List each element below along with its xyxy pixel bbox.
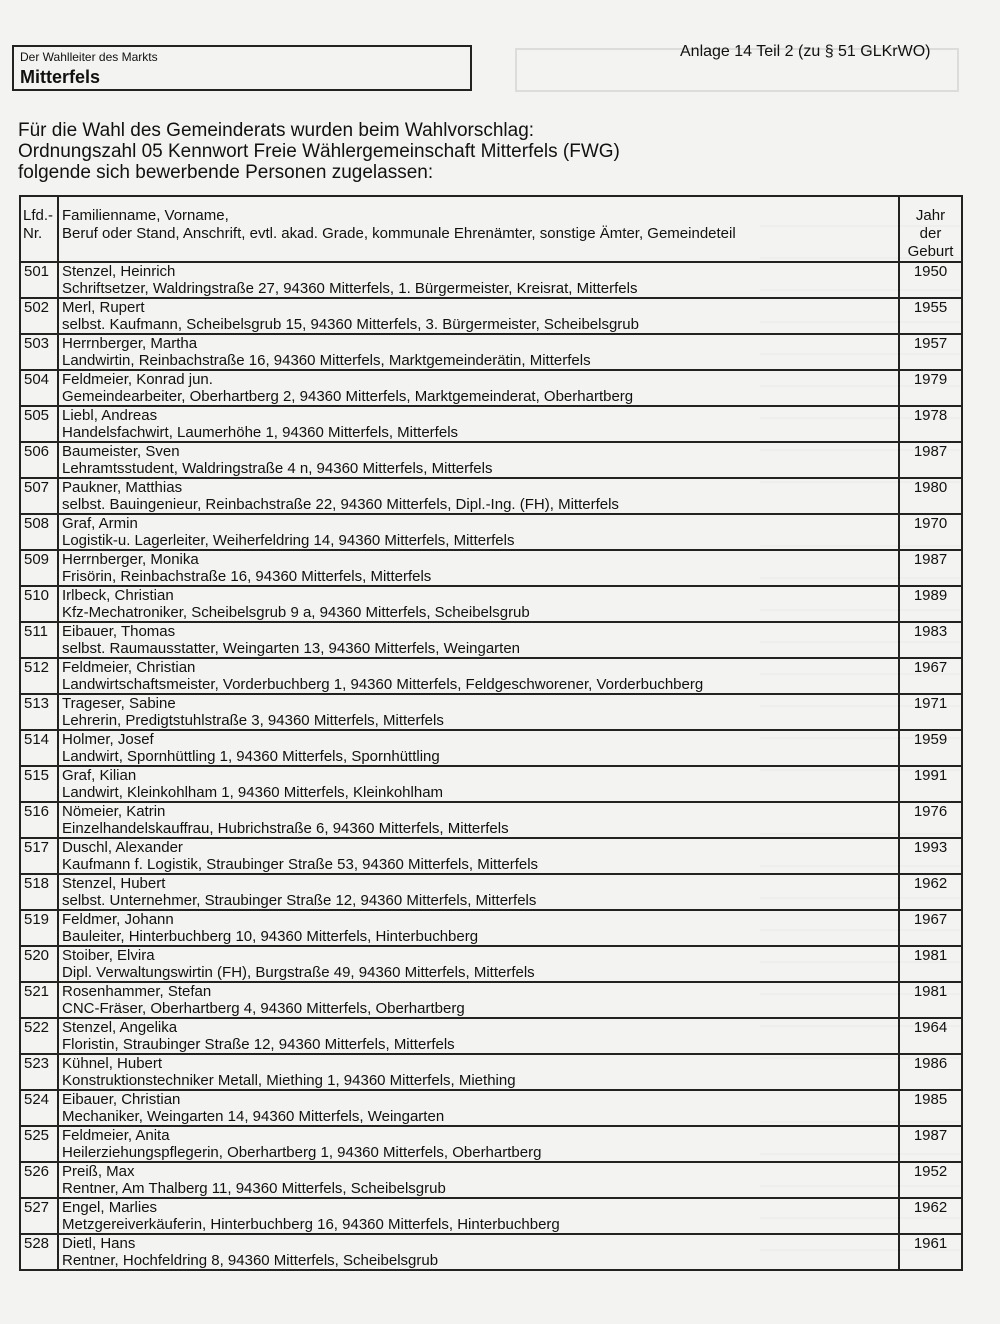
table-row [20, 910, 962, 946]
candidate-birth-year: 1983 [899, 622, 962, 658]
candidate-name: Irlbeck, Christian [62, 588, 174, 604]
candidate-number: 523 [20, 1054, 58, 1090]
candidate-birth-year: 1981 [899, 946, 962, 982]
candidate-info [58, 694, 899, 730]
candidate-birth-year: 1989 [899, 586, 962, 622]
candidate-number: 504 [20, 370, 58, 406]
candidate-number: 524 [20, 1090, 58, 1126]
column-header-name [58, 196, 899, 262]
candidate-info [58, 514, 899, 550]
candidate-name: Feldmeier, Christian [62, 660, 196, 676]
candidate-name: Paukner, Matthias [62, 480, 183, 496]
candidate-name: Nömeier, Katrin [62, 804, 166, 820]
candidate-info [58, 766, 899, 802]
candidate-name: Eibauer, Thomas [62, 624, 176, 640]
candidate-info [58, 910, 899, 946]
candidate-details: Konstruktionstechniker Metall, Miething 1, 94360 Mitterfels, Miething [62, 1072, 516, 1089]
table-row [20, 586, 962, 622]
table-row [20, 766, 962, 802]
table-row [20, 1054, 962, 1090]
candidate-name: Trageser, Sabine [62, 696, 176, 712]
table-row [20, 1198, 962, 1234]
candidate-details: Frisörin, Reinbachstraße 16, 94360 Mitterfels, Mitterfels [62, 568, 432, 585]
candidate-name: Preiß, Max [62, 1164, 135, 1180]
candidate-name: Herrnberger, Martha [62, 336, 198, 352]
candidate-details: Logistik-u. Lagerleiter, Weiherfeldring 14, 94360 Mitterfels, Mitterfels [62, 532, 515, 549]
candidate-birth-year: 1986 [899, 1054, 962, 1090]
candidate-info [58, 1162, 899, 1198]
candidate-details: Gemeindearbeiter, Oberhartberg 2, 94360 Mitterfels, Marktgemeinderat, Oberhartberg [62, 388, 634, 405]
table-row [20, 478, 962, 514]
candidate-details: Rentner, Am Thalberg 11, 94360 Mitterfels, Scheibelsgrub [62, 1180, 446, 1197]
candidate-birth-year: 1961 [899, 1234, 962, 1270]
candidate-info [58, 838, 899, 874]
table-row [20, 694, 962, 730]
candidate-birth-year: 1970 [899, 514, 962, 550]
table-row [20, 334, 962, 370]
candidate-info [58, 262, 899, 298]
candidate-name: Graf, Kilian [62, 768, 137, 784]
candidate-info [58, 946, 899, 982]
candidate-birth-year: 1987 [899, 550, 962, 586]
candidate-number: 503 [20, 334, 58, 370]
candidate-details: Metzgereiverkäuferin, Hinterbuchberg 16, 94360 Mitterfels, Hinterbuchberg [62, 1216, 560, 1233]
candidate-number: 522 [20, 1018, 58, 1054]
municipality-name: Mitterfels [20, 67, 101, 87]
candidate-details: Lehrerin, Predigtstuhlstraße 3, 94360 Mitterfels, Mitterfels [62, 712, 444, 729]
candidate-number: 513 [20, 694, 58, 730]
table-row [20, 550, 962, 586]
candidate-name: Eibauer, Christian [62, 1092, 181, 1108]
candidate-details: Schriftsetzer, Waldringstraße 27, 94360 Mitterfels, 1. Bürgermeister, Kreisrat, Mitterfels [62, 280, 638, 297]
candidate-info [58, 370, 899, 406]
candidate-details: selbst. Raumausstatter, Weingarten 13, 94360 Mitterfels, Weingarten [62, 640, 521, 657]
candidate-birth-year: 1985 [899, 1090, 962, 1126]
candidate-name: Liebl, Andreas [62, 408, 158, 424]
candidate-number: 510 [20, 586, 58, 622]
candidate-number: 509 [20, 550, 58, 586]
table-row [20, 262, 962, 298]
candidate-details: selbst. Bauingenieur, Reinbachstraße 22, 94360 Mitterfels, Dipl.-Ing. (FH), Mitterfels [62, 496, 619, 513]
candidate-number: 514 [20, 730, 58, 766]
candidate-details: Dipl. Verwaltungswirtin (FH), Burgstraße 49, 94360 Mitterfels, Mitterfels [62, 964, 535, 981]
candidate-birth-year: 1964 [899, 1018, 962, 1054]
candidate-details: Landwirtschaftsmeister, Vorderbuchberg 1, 94360 Mitterfels, Feldgeschworener, Vorderbuchberg [62, 676, 704, 693]
table-row [20, 1234, 962, 1270]
column-header-name-line-2: Beruf oder Stand, Anschrift, evtl. akad. Grade, kommunale Ehrenämter, sonstige Ämter, Gemeindeteil [62, 225, 736, 242]
candidate-info [58, 1234, 899, 1270]
candidate-details: Bauleiter, Hinterbuchberg 10, 94360 Mitterfels, Hinterbuchberg [62, 928, 479, 945]
candidate-number: 518 [20, 874, 58, 910]
candidate-name: Feldmeier, Konrad jun. [62, 372, 213, 388]
candidate-name: Stenzel, Hubert [62, 876, 166, 892]
candidate-info [58, 874, 899, 910]
candidate-birth-year: 1962 [899, 874, 962, 910]
candidate-number: 507 [20, 478, 58, 514]
candidate-number: 528 [20, 1234, 58, 1270]
candidate-birth-year: 1959 [899, 730, 962, 766]
candidate-number: 521 [20, 982, 58, 1018]
intro-line-1: Für die Wahl des Gemeinderats wurden beim Wahlvorschlag: [18, 120, 535, 141]
candidate-name: Engel, Marlies [62, 1200, 158, 1216]
candidate-name: Duschl, Alexander [62, 840, 183, 856]
candidate-info [58, 622, 899, 658]
table-row [20, 874, 962, 910]
column-header-year: Jahr der Geburt [899, 196, 962, 262]
candidate-birth-year: 1952 [899, 1162, 962, 1198]
candidate-details: Landwirt, Spornhüttling 1, 94360 Mitterfels, Spornhüttling [62, 748, 440, 765]
candidate-details: CNC-Fräser, Oberhartberg 4, 94360 Mitterfels, Oberhartberg [62, 1000, 465, 1017]
candidate-details: Mechaniker, Weingarten 14, 94360 Mitterfels, Weingarten [62, 1108, 445, 1125]
candidate-name: Kühnel, Hubert [62, 1056, 163, 1072]
candidate-number: 508 [20, 514, 58, 550]
candidate-info [58, 298, 899, 334]
candidate-birth-year: 1971 [899, 694, 962, 730]
candidate-info [58, 550, 899, 586]
table-row [20, 658, 962, 694]
candidate-birth-year: 1976 [899, 802, 962, 838]
candidate-name: Holmer, Josef [62, 732, 154, 748]
candidate-info [58, 802, 899, 838]
candidate-number: 516 [20, 802, 58, 838]
candidate-birth-year: 1962 [899, 1198, 962, 1234]
intro-line-3: folgende sich bewerbende Personen zugelassen: [18, 162, 434, 183]
table-row [20, 370, 962, 406]
candidate-name: Baumeister, Sven [62, 444, 180, 460]
candidate-name: Dietl, Hans [62, 1236, 136, 1252]
candidate-details: selbst. Unternehmer, Straubinger Straße 12, 94360 Mitterfels, Mitterfels [62, 892, 537, 909]
candidate-name: Feldmeier, Anita [62, 1128, 170, 1144]
candidate-birth-year: 1987 [899, 442, 962, 478]
table-row [20, 730, 962, 766]
candidate-name: Stenzel, Angelika [62, 1020, 178, 1036]
candidate-name: Rosenhammer, Stefan [62, 984, 212, 1000]
candidate-info [58, 1198, 899, 1234]
candidate-name: Graf, Armin [62, 516, 138, 532]
candidate-info [58, 586, 899, 622]
candidate-info [58, 1054, 899, 1090]
candidate-birth-year: 1980 [899, 478, 962, 514]
candidate-name: Stenzel, Heinrich [62, 264, 176, 280]
candidate-birth-year: 1978 [899, 406, 962, 442]
candidate-info [58, 1126, 899, 1162]
candidate-number: 515 [20, 766, 58, 802]
candidate-number: 505 [20, 406, 58, 442]
candidate-details: Landwirtin, Reinbachstraße 16, 94360 Mitterfels, Marktgemeinderätin, Mitterfels [62, 352, 591, 369]
candidate-info [58, 730, 899, 766]
table-row [20, 514, 962, 550]
candidate-birth-year: 1957 [899, 334, 962, 370]
candidate-number: 517 [20, 838, 58, 874]
candidate-info [58, 334, 899, 370]
table-row [20, 1018, 962, 1054]
candidate-number: 502 [20, 298, 58, 334]
candidate-name: Merl, Rupert [62, 300, 145, 316]
candidate-birth-year: 1987 [899, 1126, 962, 1162]
candidate-number: 520 [20, 946, 58, 982]
column-header-nr: Lfd.- Nr. [20, 196, 58, 262]
candidate-number: 526 [20, 1162, 58, 1198]
table-row [20, 982, 962, 1018]
table-row [20, 1126, 962, 1162]
candidate-number: 525 [20, 1126, 58, 1162]
candidate-details: Floristin, Straubinger Straße 12, 94360 Mitterfels, Mitterfels [62, 1036, 455, 1053]
candidate-details: Kfz-Mechatroniker, Scheibelsgrub 9 a, 94360 Mitterfels, Scheibelsgrub [62, 604, 530, 621]
candidate-birth-year: 1967 [899, 910, 962, 946]
table-row [20, 946, 962, 982]
candidates-table [19, 195, 963, 1271]
intro-text [18, 120, 620, 183]
candidate-info [58, 658, 899, 694]
candidate-details: Einzelhandelskauffrau, Hubrichstraße 6, 94360 Mitterfels, Mitterfels [62, 820, 509, 837]
table-row [20, 802, 962, 838]
candidate-info [58, 406, 899, 442]
candidate-birth-year: 1991 [899, 766, 962, 802]
candidate-birth-year: 1979 [899, 370, 962, 406]
candidate-number: 506 [20, 442, 58, 478]
candidate-number: 512 [20, 658, 58, 694]
candidate-birth-year: 1950 [899, 262, 962, 298]
candidate-name: Stoiber, Elvira [62, 948, 155, 964]
candidate-birth-year: 1955 [899, 298, 962, 334]
candidate-birth-year: 1967 [899, 658, 962, 694]
table-row [20, 298, 962, 334]
candidate-details: Lehramtsstudent, Waldringstraße 4 n, 94360 Mitterfels, Mitterfels [62, 460, 493, 477]
candidate-number: 519 [20, 910, 58, 946]
candidate-info [58, 1090, 899, 1126]
candidate-info [58, 442, 899, 478]
candidate-name: Feldmer, Johann [62, 912, 174, 928]
candidate-birth-year: 1981 [899, 982, 962, 1018]
candidate-info [58, 478, 899, 514]
candidate-info [58, 982, 899, 1018]
candidate-birth-year: 1993 [899, 838, 962, 874]
column-header-name-line-1: Familienname, Vorname, [62, 207, 229, 224]
candidate-info [58, 1018, 899, 1054]
table-header-row [20, 196, 962, 262]
candidate-details: Kaufmann f. Logistik, Straubinger Straße 53, 94360 Mitterfels, Mitterfels [62, 856, 539, 873]
candidate-details: Heilerziehungspflegerin, Oberhartberg 1, 94360 Mitterfels, Oberhartberg [62, 1144, 542, 1161]
candidate-details: Rentner, Hochfeldring 8, 94360 Mitterfels, Scheibelsgrub [62, 1252, 439, 1269]
table-row [20, 1090, 962, 1126]
table-body [20, 262, 962, 1270]
election-officer-label: Der Wahlleiter des Markts [20, 50, 158, 64]
candidate-number: 511 [20, 622, 58, 658]
candidate-details: Handelsfachwirt, Laumerhöhe 1, 94360 Mitterfels, Mitterfels [62, 424, 459, 441]
annex-reference: Anlage 14 Teil 2 (zu § 51 GLKrWO) [680, 43, 931, 60]
candidate-name: Herrnberger, Monika [62, 552, 199, 568]
table-row [20, 838, 962, 874]
table-row [20, 406, 962, 442]
table-row [20, 622, 962, 658]
candidate-details: Landwirt, Kleinkohlham 1, 94360 Mitterfels, Kleinkohlham [62, 784, 444, 801]
candidate-details: selbst. Kaufmann, Scheibelsgrub 15, 94360 Mitterfels, 3. Bürgermeister, Scheibelsgrub [62, 316, 639, 333]
election-officer-box [12, 45, 472, 91]
candidate-number: 527 [20, 1198, 58, 1234]
intro-line-2: Ordnungszahl 05 Kennwort Freie Wählergemeinschaft Mitterfels (FWG) [18, 141, 620, 162]
table-row [20, 1162, 962, 1198]
table-row [20, 442, 962, 478]
candidate-number: 501 [20, 262, 58, 298]
